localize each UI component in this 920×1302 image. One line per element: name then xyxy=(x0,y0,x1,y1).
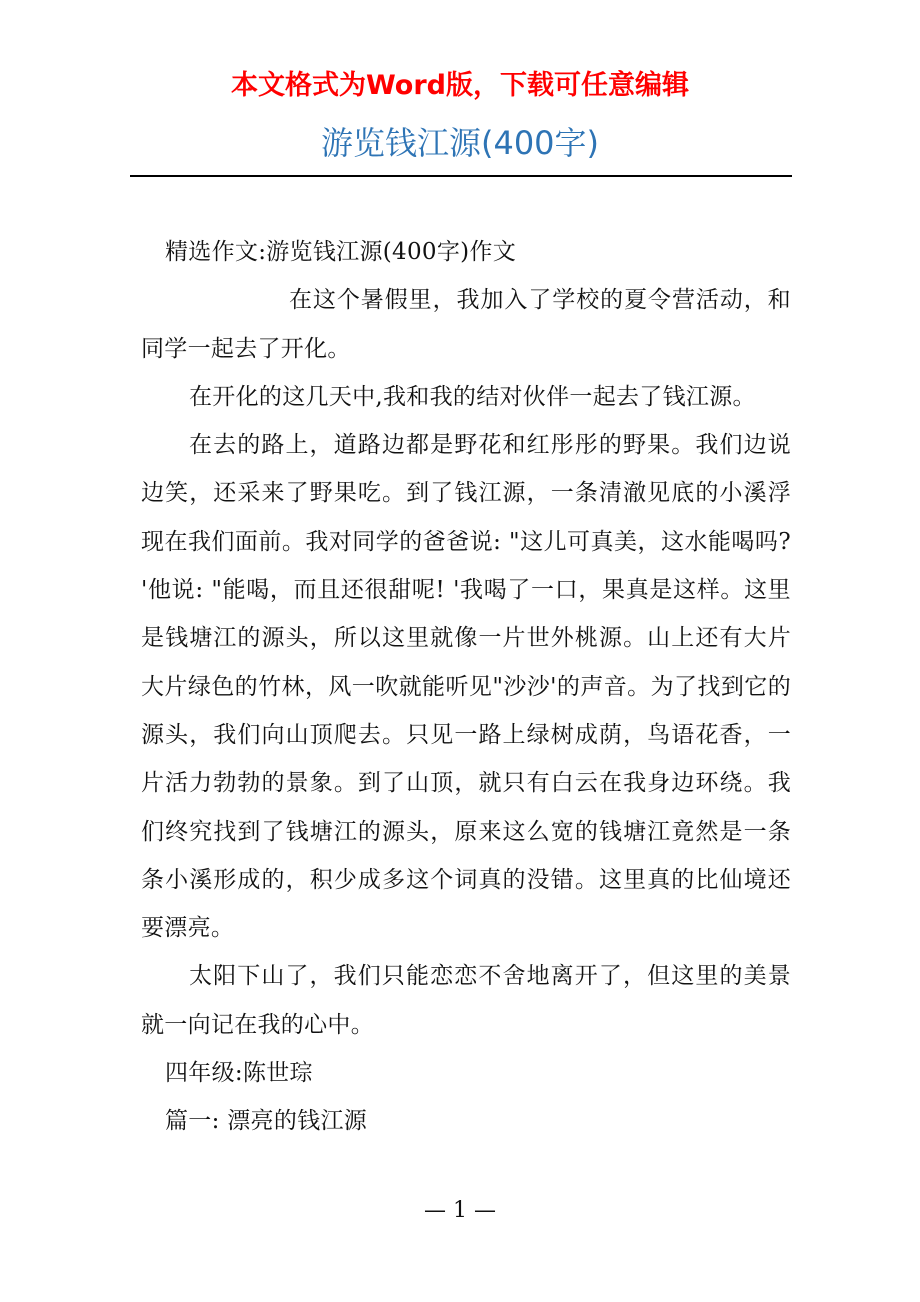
paragraph-1: 在这个暑假里，我加入了学校的夏令营活动，和同学一起去了开化。 xyxy=(141,287,791,362)
document-body xyxy=(141,228,791,1146)
essay-label: 精选作文:游览钱江源(400字)作文 xyxy=(165,239,516,265)
title-divider xyxy=(130,175,792,177)
page-number: — 1 — xyxy=(424,1198,496,1223)
document-title: 游览钱江源(400字) xyxy=(320,124,600,162)
author-line: 四年级:陈世琮 xyxy=(165,1060,313,1087)
paragraph-4: 太阳下山了，我们只能恋恋不舍地离开了，但这里的美景就一向记在我的心中。 xyxy=(141,963,791,1038)
next-essay-heading: 篇一: 漂亮的钱江源 xyxy=(165,1108,368,1135)
paragraph-2: 在开化的这几天中,我和我的结对伙伴一起去了钱江源。 xyxy=(189,383,756,410)
paragraph-3: 在去的路上，道路边都是野花和红彤彤的野果。我们边说边笑，还采来了野果吃。到了钱江源，一条清澈见底的小溪浮现在我们面前。我对同学的爸爸说: "这儿可真美，这水能喝吗? '他说: "能喝，而且还很甜呢! '我喝了一口，果真是这样。这里是钱塘江的源头，所以这里就像一片世外桃源。山上还有大片大片绿色的竹林，风一吹就能听见"沙沙'的声音。为了找到它的源头，我们向山顶爬去。只见一路上绿树成荫，鸟语花香，一片活力勃勃的景象。到了山顶，就只有白云在我身边环绕。我们终究找到了钱塘江的源头，原来这么宽的钱塘江竟然是一条条小溪形成的，积少成多这个词真的没错。这里真的比仙境还要漂亮。 xyxy=(141,432,791,942)
download-notice: 本文格式为Word版，下载可任意编辑 xyxy=(230,70,689,101)
